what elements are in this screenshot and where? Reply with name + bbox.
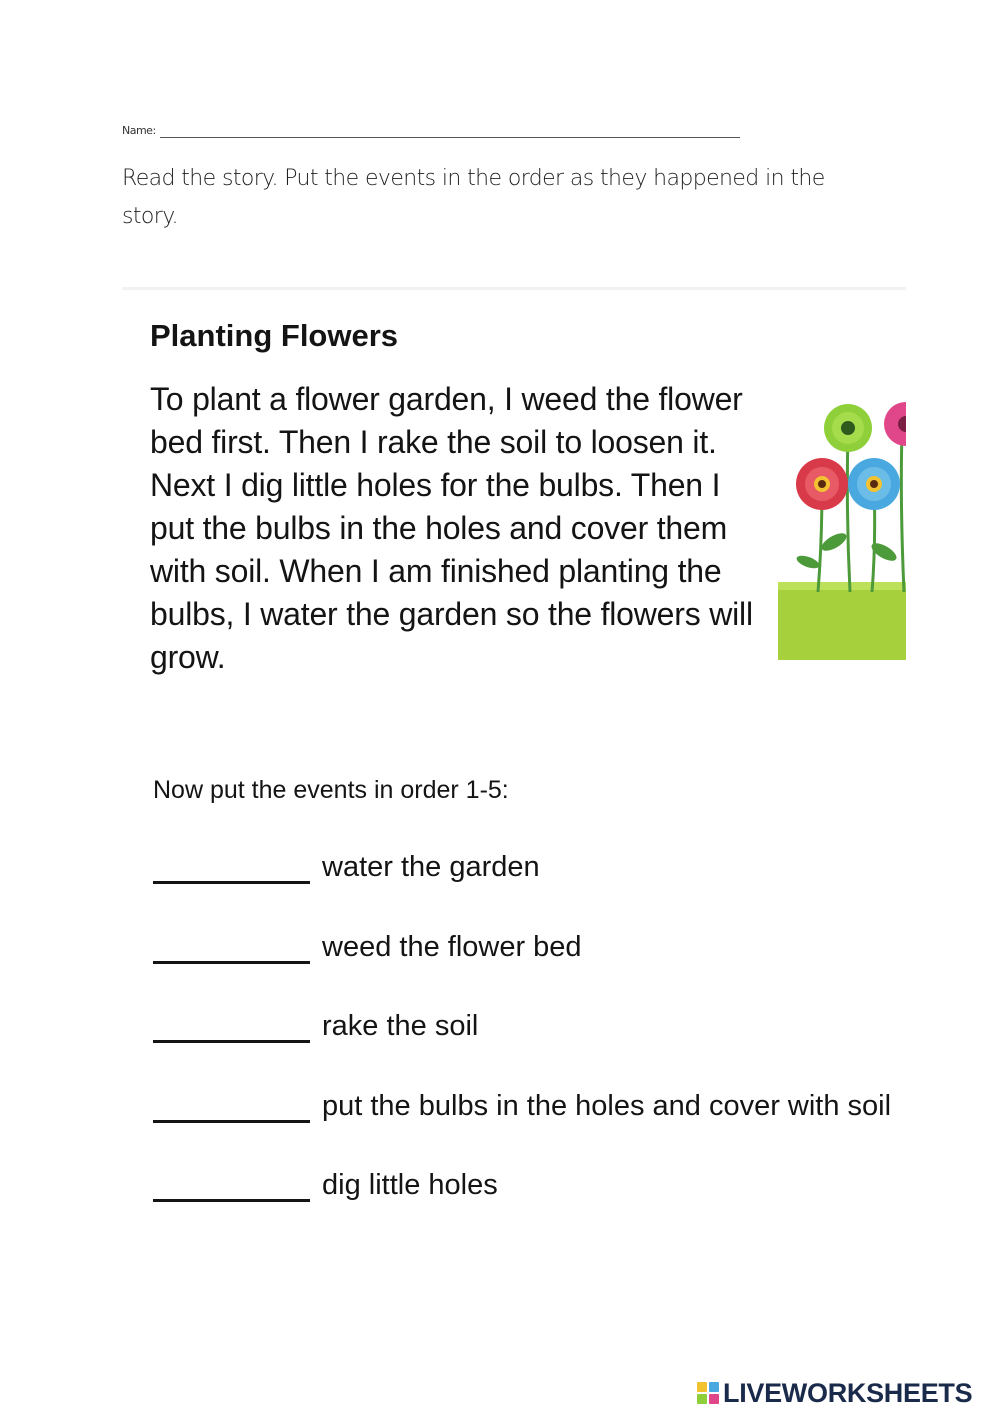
name-row — [122, 122, 742, 142]
brand-name: LIVEWORKSHEETS — [723, 1377, 973, 1408]
event-text-1: water the garden — [322, 851, 540, 883]
order-item-1 — [153, 848, 953, 928]
brand-footer — [696, 1378, 972, 1408]
answer-blank-1[interactable] — [153, 848, 310, 884]
order-item-3 — [153, 1007, 953, 1087]
answer-blank-2[interactable] — [153, 928, 310, 964]
answer-blank-5[interactable] — [153, 1166, 310, 1202]
instructions-text: Read the story. Put the events in the order as they happened in the story. — [122, 166, 825, 229]
order-item-5 — [153, 1166, 953, 1246]
story-text: To plant a flower garden, I weed the flower bed first. Then I rake the soil to loosen it. Next I dig little holes for the bulbs. Then I put the bulbs in the holes and cover them with soil. When I am finished planting the bulbs, I water the garden so the flowers will grow. — [150, 381, 753, 675]
order-heading: Now put the events in order 1-5: — [153, 776, 509, 804]
event-text-2: weed the flower bed — [322, 930, 582, 963]
order-list — [153, 848, 953, 1246]
flowers-illustration — [778, 392, 906, 660]
event-text-5: dig little holes — [322, 1169, 498, 1201]
answer-blank-3[interactable] — [153, 1007, 310, 1043]
story-title: Planting Flowers — [150, 318, 399, 353]
order-item-4 — [153, 1087, 953, 1167]
name-label: Name: — [122, 124, 156, 137]
liveworksheets-logo-icon — [696, 1381, 720, 1405]
order-item-2 — [153, 928, 953, 1008]
answer-blank-4[interactable] — [153, 1087, 310, 1123]
name-line[interactable] — [160, 137, 740, 138]
event-text-3: rake the soil — [322, 1010, 479, 1042]
event-text-4: put the bulbs in the holes and cover with soil — [322, 1089, 892, 1122]
